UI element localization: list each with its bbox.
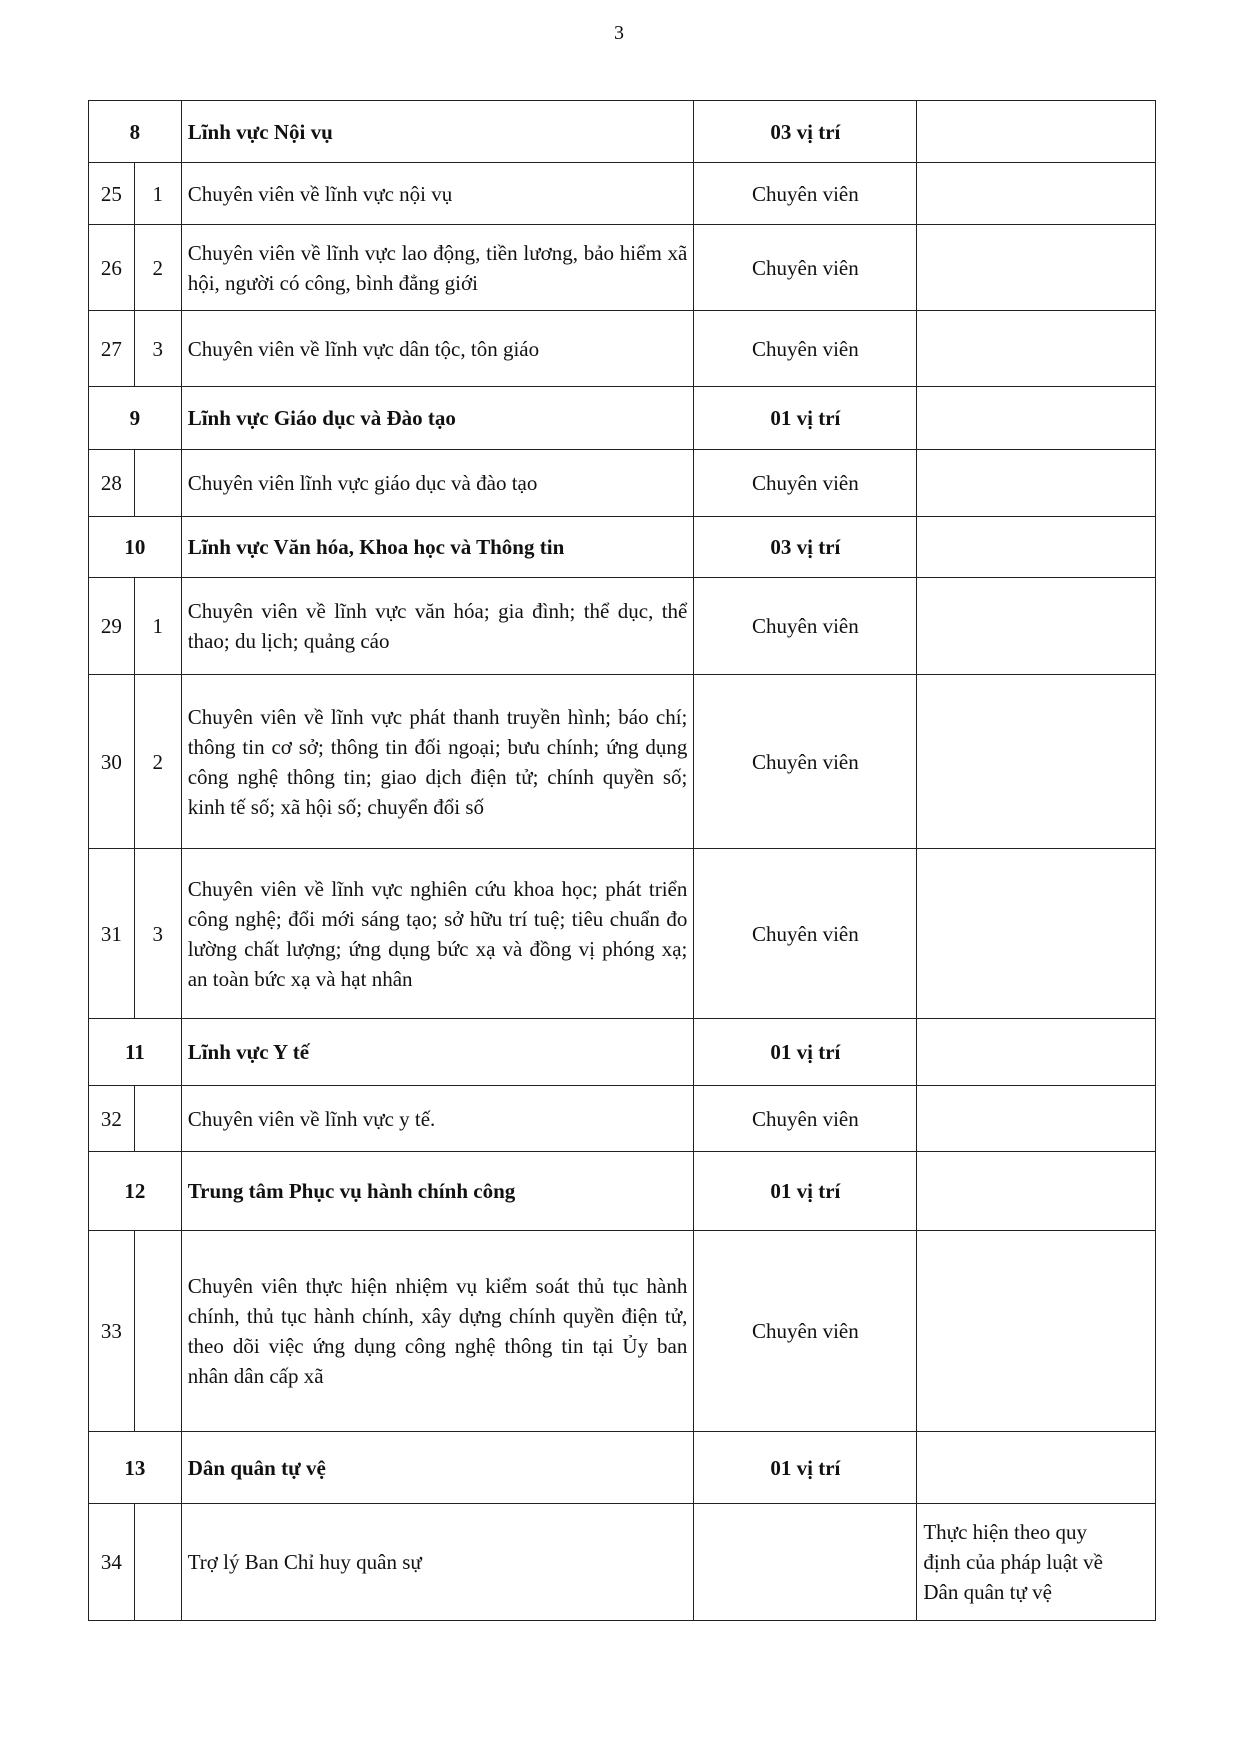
row-number: 34 [89, 1504, 135, 1621]
position-name: Trợ lý Ban Chỉ huy quân sự [181, 1504, 694, 1621]
group-count: 03 vị trí [694, 517, 917, 578]
position-note [917, 163, 1156, 225]
group-note [917, 517, 1156, 578]
sub-number: 1 [134, 578, 181, 675]
position-name: Chuyên viên về lĩnh vực y tế. [181, 1086, 694, 1152]
group-row [89, 1432, 1156, 1504]
group-number: 8 [89, 101, 182, 163]
row-number: 25 [89, 163, 135, 225]
position-rank: Chuyên viên [694, 849, 917, 1019]
group-note [917, 1432, 1156, 1504]
position-rank [694, 1504, 917, 1621]
position-note [917, 225, 1156, 311]
group-number: 12 [89, 1152, 182, 1231]
position-note [917, 849, 1156, 1019]
row-number: 26 [89, 225, 135, 311]
group-row [89, 517, 1156, 578]
group-note [917, 387, 1156, 450]
table-row [89, 675, 1156, 849]
group-row [89, 101, 1156, 163]
group-number: 11 [89, 1019, 182, 1086]
sub-number [134, 1504, 181, 1621]
table-row [89, 849, 1156, 1019]
table-row [89, 1086, 1156, 1152]
group-row [89, 1152, 1156, 1231]
row-number: 28 [89, 450, 135, 517]
sub-number [134, 1231, 181, 1432]
group-number: 10 [89, 517, 182, 578]
position-name: Chuyên viên thực hiện nhiệm vụ kiểm soát thủ tục hành chính, thủ tục hành chính, xây dựng chính quyền điện tử, theo dõi việc ứng dụng công nghệ thông tin tại Ủy ban nhân dân cấp xã [181, 1231, 694, 1432]
row-number: 33 [89, 1231, 135, 1432]
row-number: 32 [89, 1086, 135, 1152]
position-name: Chuyên viên về lĩnh vực phát thanh truyền hình; báo chí; thông tin cơ sở; thông tin đối ngoại; bưu chính; ứng dụng công nghệ thông tin; giao dịch điện tử; chính quyền số; kinh tế số; xã hội số; chuyển đổi số [181, 675, 694, 849]
group-name: Lĩnh vực Văn hóa, Khoa học và Thông tin [181, 517, 694, 578]
position-rank: Chuyên viên [694, 163, 917, 225]
group-note [917, 1019, 1156, 1086]
sub-number: 3 [134, 311, 181, 387]
position-note [917, 450, 1156, 517]
group-count: 03 vị trí [694, 101, 917, 163]
group-name: Lĩnh vực Y tế [181, 1019, 694, 1086]
group-note [917, 101, 1156, 163]
position-rank: Chuyên viên [694, 675, 917, 849]
table-row [89, 1504, 1156, 1621]
position-rank: Chuyên viên [694, 450, 917, 517]
note-line: Dân quân tự vệ [923, 1580, 1052, 1604]
position-note [917, 578, 1156, 675]
position-name: Chuyên viên lĩnh vực giáo dục và đào tạo [181, 450, 694, 517]
position-rank: Chuyên viên [694, 578, 917, 675]
position-table-body [89, 101, 1156, 1621]
position-name: Chuyên viên về lĩnh vực nghiên cứu khoa học; phát triển công nghệ; đổi mới sáng tạo; sở hữu trí tuệ; tiêu chuẩn đo lường chất lượng; ứng dụng bức xạ và đồng vị phóng xạ; an toàn bức xạ và hạt nhân [181, 849, 694, 1019]
position-note [917, 311, 1156, 387]
position-name: Chuyên viên về lĩnh vực nội vụ [181, 163, 694, 225]
group-row [89, 1019, 1156, 1086]
sub-number: 3 [134, 849, 181, 1019]
position-name: Chuyên viên về lĩnh vực lao động, tiền lương, bảo hiểm xã hội, người có công, bình đẳng giới [181, 225, 694, 311]
sub-number: 1 [134, 163, 181, 225]
page-number: 3 [614, 22, 624, 44]
group-count: 01 vị trí [694, 1019, 917, 1086]
group-name: Lĩnh vực Giáo dục và Đào tạo [181, 387, 694, 450]
group-number: 13 [89, 1432, 182, 1504]
group-count: 01 vị trí [694, 1152, 917, 1231]
table-row [89, 450, 1156, 517]
table-row [89, 578, 1156, 675]
position-rank: Chuyên viên [694, 225, 917, 311]
group-row [89, 387, 1156, 450]
position-name: Chuyên viên về lĩnh vực dân tộc, tôn giáo [181, 311, 694, 387]
group-name: Lĩnh vực Nội vụ [181, 101, 694, 163]
table-row [89, 311, 1156, 387]
table-row [89, 163, 1156, 225]
position-rank: Chuyên viên [694, 311, 917, 387]
position-note [917, 1504, 1156, 1621]
group-note [917, 1152, 1156, 1231]
group-name: Trung tâm Phục vụ hành chính công [181, 1152, 694, 1231]
row-number: 30 [89, 675, 135, 849]
position-note [917, 1086, 1156, 1152]
table-row [89, 225, 1156, 311]
position-note [917, 1231, 1156, 1432]
row-number: 29 [89, 578, 135, 675]
note-line: định của pháp luật về [923, 1550, 1103, 1574]
group-count: 01 vị trí [694, 387, 917, 450]
sub-number [134, 450, 181, 517]
note-line: Thực hiện theo quy [923, 1520, 1087, 1544]
group-count: 01 vị trí [694, 1432, 917, 1504]
table-row [89, 1231, 1156, 1432]
position-note [917, 675, 1156, 849]
sub-number: 2 [134, 225, 181, 311]
position-rank: Chuyên viên [694, 1086, 917, 1152]
row-number: 27 [89, 311, 135, 387]
group-number: 9 [89, 387, 182, 450]
row-number: 31 [89, 849, 135, 1019]
position-name: Chuyên viên về lĩnh vực văn hóa; gia đình; thể dục, thể thao; du lịch; quảng cáo [181, 578, 694, 675]
sub-number: 2 [134, 675, 181, 849]
group-name: Dân quân tự vệ [181, 1432, 694, 1504]
sub-number [134, 1086, 181, 1152]
position-rank: Chuyên viên [694, 1231, 917, 1432]
position-table [88, 100, 1156, 1621]
